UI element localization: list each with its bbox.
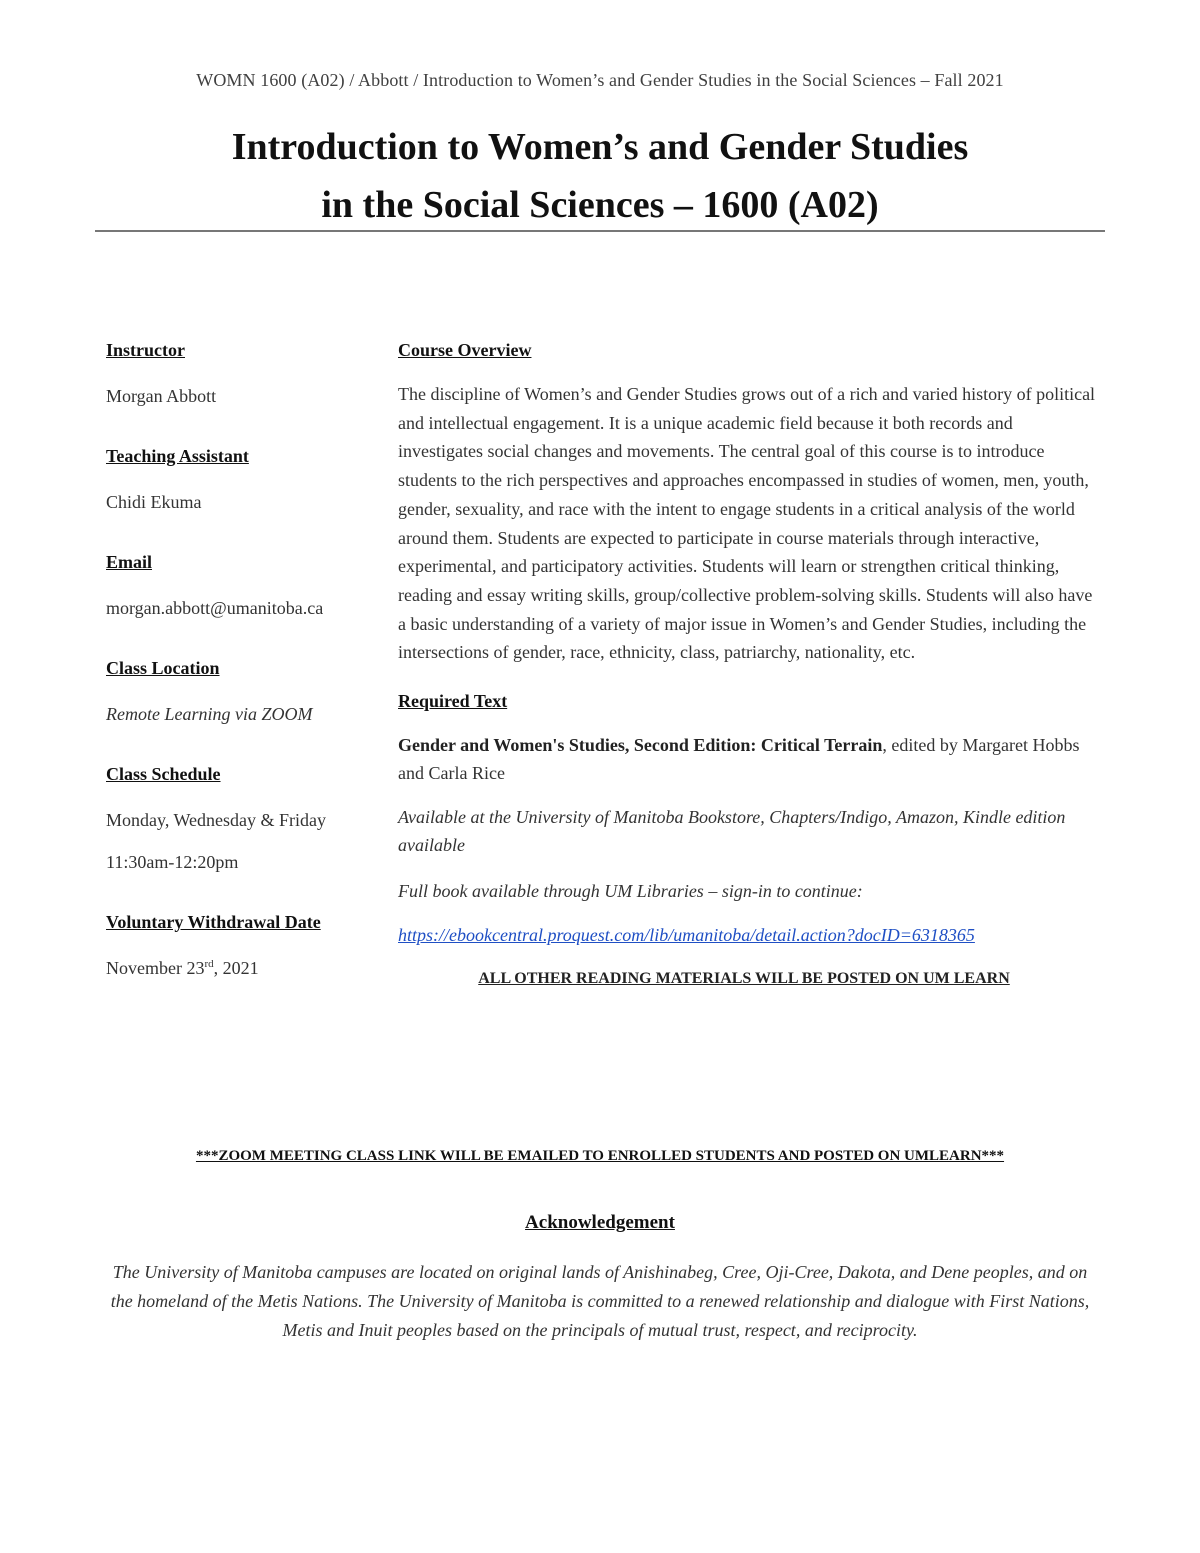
schedule-time: 11:30am-12:20pm <box>106 852 239 872</box>
schedule-block <box>106 762 376 874</box>
schedule-days: Monday, Wednesday & Friday <box>106 810 327 830</box>
required-text-label: Required Text <box>398 691 508 712</box>
other-materials-notice: ALL OTHER READING MATERIALS WILL BE POSTED ON UM LEARN <box>478 970 1010 988</box>
ebook-link[interactable]: https://ebookcentral.proquest.com/lib/umanitoba/detail.action?docID=6318365 <box>398 925 975 946</box>
page-title <box>95 118 1105 234</box>
title-divider <box>95 230 1105 232</box>
ta-name: Chidi Ekuma <box>106 492 202 512</box>
schedule-label: Class Schedule <box>106 764 221 784</box>
overview-text: The discipline of Women’s and Gender Studies grows out of a rich and varied history of political and intellectual engagement. It is a unique academic field because it both records and investigates social changes and movements. The central goal of this course is to introduce students to the rich perspectives and approaches encompassed in studies of women, men, youth, gender, sexuality, and race with the intent to engage students in a critical analysis of the world around them. Students are expected to participate in course materials through interactive, experimental, and participatory activities. Students will learn or strengthen critical thinking, reading and essay writing skills, group/collective problem-solving skills. Students will also have a basic understanding of a variety of major issue in Women’s and Gender Studies, including the intersections of gender, race, ethnicity, class, patriarchy, nationality, etc. <box>398 384 1096 663</box>
main-content <box>398 338 1098 991</box>
email-block <box>106 550 376 620</box>
book-title: Gender and Women's Studies, Second Edition: Critical Terrain <box>398 735 883 756</box>
withdrawal-date <box>106 956 376 980</box>
overview-label: Course Overview <box>398 340 532 360</box>
title-line-1: Introduction to Women’s and Gender Studies <box>231 126 969 168</box>
title-line-2: in the Social Sciences – 1600 (A02) <box>321 184 879 226</box>
instructor-block <box>106 338 376 408</box>
ta-label: Teaching Assistant <box>106 446 249 466</box>
library-access-note: Full book available through UM Libraries – sign-in to continue: <box>398 881 863 902</box>
book-citation <box>398 731 1098 787</box>
course-info-sidebar <box>106 338 376 1016</box>
zoom-notice: ***ZOOM MEETING CLASS LINK WILL BE EMAILED TO ENROLLED STUDENTS AND POSTED ON UMLEARN*** <box>195 1148 1005 1164</box>
instructor-label: Instructor <box>106 340 185 360</box>
email-address[interactable]: morgan.abbott@umanitoba.ca <box>106 598 324 618</box>
running-header: WOMN 1600 (A02) / Abbott / Introduction to Women’s and Gender Studies in the Social Sciences – Fall 2021 <box>196 70 1004 90</box>
location-label: Class Location <box>106 658 220 678</box>
email-label: Email <box>106 552 153 572</box>
acknowledgement-title: Acknowledgement <box>525 1212 675 1233</box>
withdrawal-date-year: , 2021 <box>213 958 259 978</box>
location-block <box>106 656 376 726</box>
instructor-name: Morgan Abbott <box>106 386 217 406</box>
acknowledgement-text: The University of Manitoba campuses are located on original lands of Anishinabeg, Cree, Oji-Cree, Dakota, and Dene peoples, and on the homeland of the Metis Nations. The University of Manitoba is committed to a renewed relationship and dialogue with First Nations, Metis and Inuit peoples based on the principals of mutual trust, respect, and reciprocity. <box>110 1262 1090 1340</box>
withdrawal-date-main: November 23 <box>106 958 205 978</box>
book-availability: Available at the University of Manitoba Bookstore, Chapters/Indigo, Amazon, Kindle edition available <box>398 807 1066 856</box>
withdrawal-date-suffix: rd <box>204 958 214 970</box>
location-value: Remote Learning via ZOOM <box>106 704 313 724</box>
ta-block <box>106 444 376 514</box>
withdrawal-block <box>106 910 376 980</box>
withdrawal-label: Voluntary Withdrawal Date <box>106 912 321 932</box>
book-editors: , edited by Margaret Hobbs and Carla Rice <box>398 735 1080 784</box>
